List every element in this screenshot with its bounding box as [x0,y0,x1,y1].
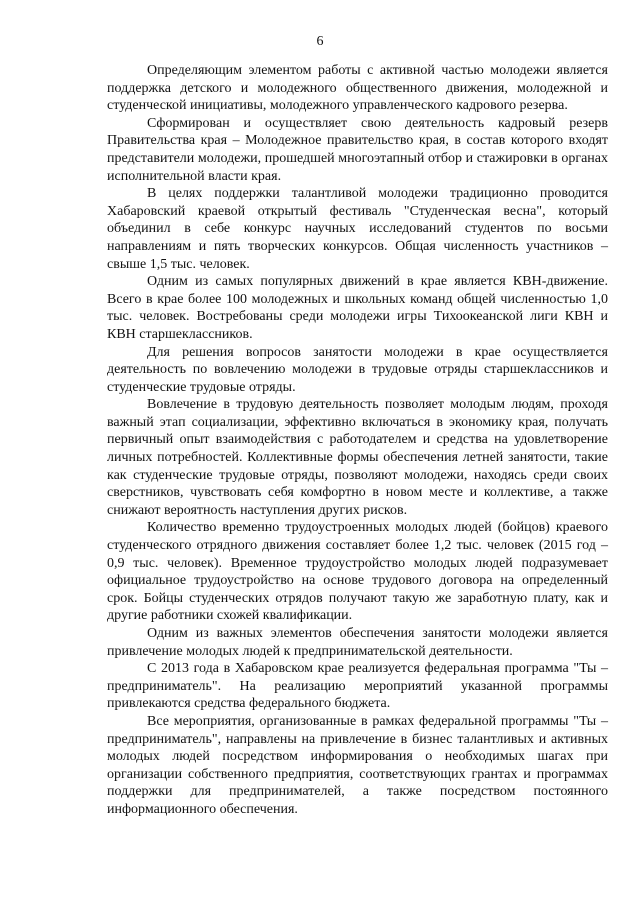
page-number: 6 [316,34,324,49]
paragraph-student-brigades-count: Количество временно трудоустроенных молодых людей (бойцов) краевого студенческого отрядного движения составляет более 1,2 тыс. человек (2015 год – 0,9 тыс. человек). Временное трудоустройство молодых людей подразумевает официальное трудоустройство на основе трудового договора на определенный срок. Бойцы студенческих отрядов получают такую же заработную плату, как и другие работники схожей квалификации. [107,520,608,624]
paragraph-kvn-movement: Одним из самых популярных движений в крае является КВН-движение. Всего в крае более 100 молодежных и школьных команд общей численностью 1,0 тыс. человек. Востребованы среди молодежи игры Тихоокеанской лиги КВН и КВН старшеклассников. [107,274,608,342]
paragraph-personnel-reserve: Сформирован и осуществляет свою деятельность кадровый резерв Правительства края – Молодежное правительство края, в состав которого входят представители молодежи, прошедшей многоэтапный отбор и стажировки в органах исполнительной власти края. [107,115,608,184]
paragraph-labor-involvement: Вовлечение в трудовую деятельность позволяет молодым людям, проходя важный этап социализации, эффективно включаться в экономику края, получать первичный опыт взаимодействия с работодателем и средства на удовлетворение личных потребностей. Коллективные формы обеспечения летней занятости, такие как студенческие трудовые отряды, позволяют молодежи, находясь среди своих сверстников, чувствовать себя комфортно в новом месте и коллективе, а также снижают вероятность наступления других рисков. [107,397,608,518]
paragraph-federal-program: С 2013 года в Хабаровском крае реализуется федеральная программа "Ты – предприниматель". На реализацию мероприятий указанной программы привлекаются средства федерального бюджета. [107,661,608,712]
document-body [107,62,608,819]
paragraph-youth-support: Определяющим элементом работы с активной частью молодежи является поддержка детского и молодежного общественного движения, молодежной и студенческой инициативы, молодежного управленческого кадрового резерва. [107,63,608,114]
paragraph-program-activities: Все мероприятия, организованные в рамках федеральной программы "Ты – предприниматель", направлены на привлечение в бизнес талантливых и активных молодых людей посредством информирования о необходимых шагах при организации собственного предприятия, соответствующих грантах и программах поддержки для предпринимателей, а также посредством постоянного информационного обеспечения. [107,713,608,817]
paragraph-entrepreneurship: Одним из важных элементов обеспечения занятости молодежи является привлечение молодых людей к предпринимательской деятельности. [107,626,608,659]
paragraph-student-spring-festival: В целях поддержки талантливой молодежи традиционно проводится Хабаровский краевой открытый фестиваль "Студенческая весна", который объединил в себе конкурс научных исследований студентов по восьми направлениям и пять творческих конкурсов. Общая численность участников – свыше 1,5 тыс. человек. [107,186,608,272]
paragraph-youth-employment: Для решения вопросов занятости молодежи в крае осуществляется деятельность по вовлечению молодежи в трудовые отряды старшеклассников и студенческие трудовые отряды. [107,344,608,395]
